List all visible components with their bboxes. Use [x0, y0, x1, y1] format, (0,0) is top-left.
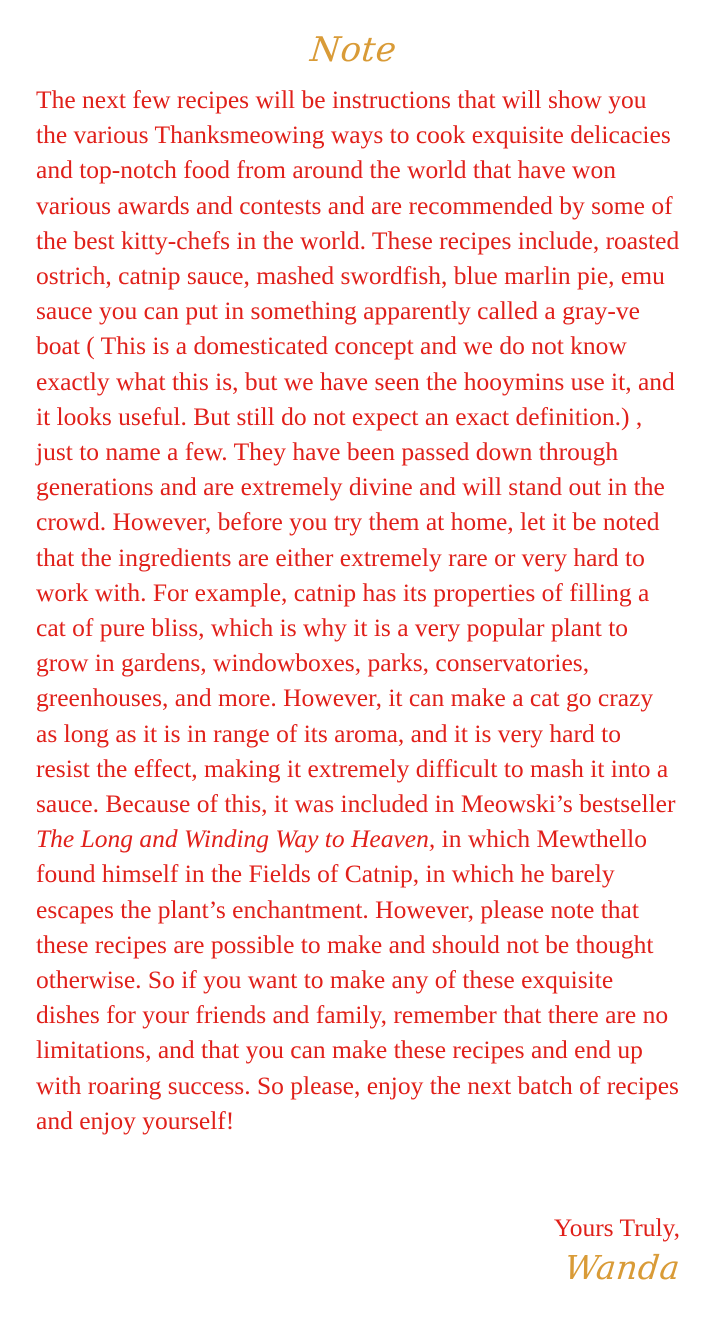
page-title: Note: [308, 30, 399, 70]
note-body-paragraph-second: in which Mewthello found himself in the Fields of Catnip, in which he barely escapes the plant’s enchantment. However, please note that these recipes are possible to make and should not be thought otherwise. So if you want to make any of these exquisite dishes for your friends and family, remember that there are no limitations, and that you can make these recipes and end up with roaring success. So please, enjoy the next batch of recipes and enjoy yourself!: [36, 824, 686, 1135]
signoff-text: Yours Truly,: [553, 1213, 680, 1242]
book-title-italic: The Long and Winding Way to Heaven,: [36, 824, 436, 854]
note-body-text: [36, 82, 686, 1138]
note-body-paragraph-first: The next few recipes will be instructions that will show you the various Thanksmeowing ways to cook exquisite delicacies and top-notch food from around the world that have won various awards and contests and are recommended by some of the best kitty-chefs in the world. These recipes include, roasted ostrich, catnip sauce, mashed swordfish, blue marlin pie, emu sauce you can put in something apparently called a gray-ve boat ( This is a domesticated concept and we do not know exactly what this is, but we have seen the hooymins use it, and it looks useful. But still do not expect an exact definition.) , just to name a few. They have been passed down through generations and are extremely divine and will stand out in the crowd. However, before you try them at home, let it be noted that the ingredients are either extremely rare or very hard to work with. For example, catnip has its properties of filling a cat of pure bliss, which is why it is a very popular plant to grow in gardens, windowboxes, parks, conservatories, greenhouses, and more. However, it can make a cat go crazy as long as it is in range of its aroma, and it is very hard to resist the effect, making it extremely difficult to mash it into a sauce. Because of this, it was included in Meowski’s bestseller: [36, 85, 686, 819]
signature-wanda: Wanda: [562, 1248, 683, 1287]
